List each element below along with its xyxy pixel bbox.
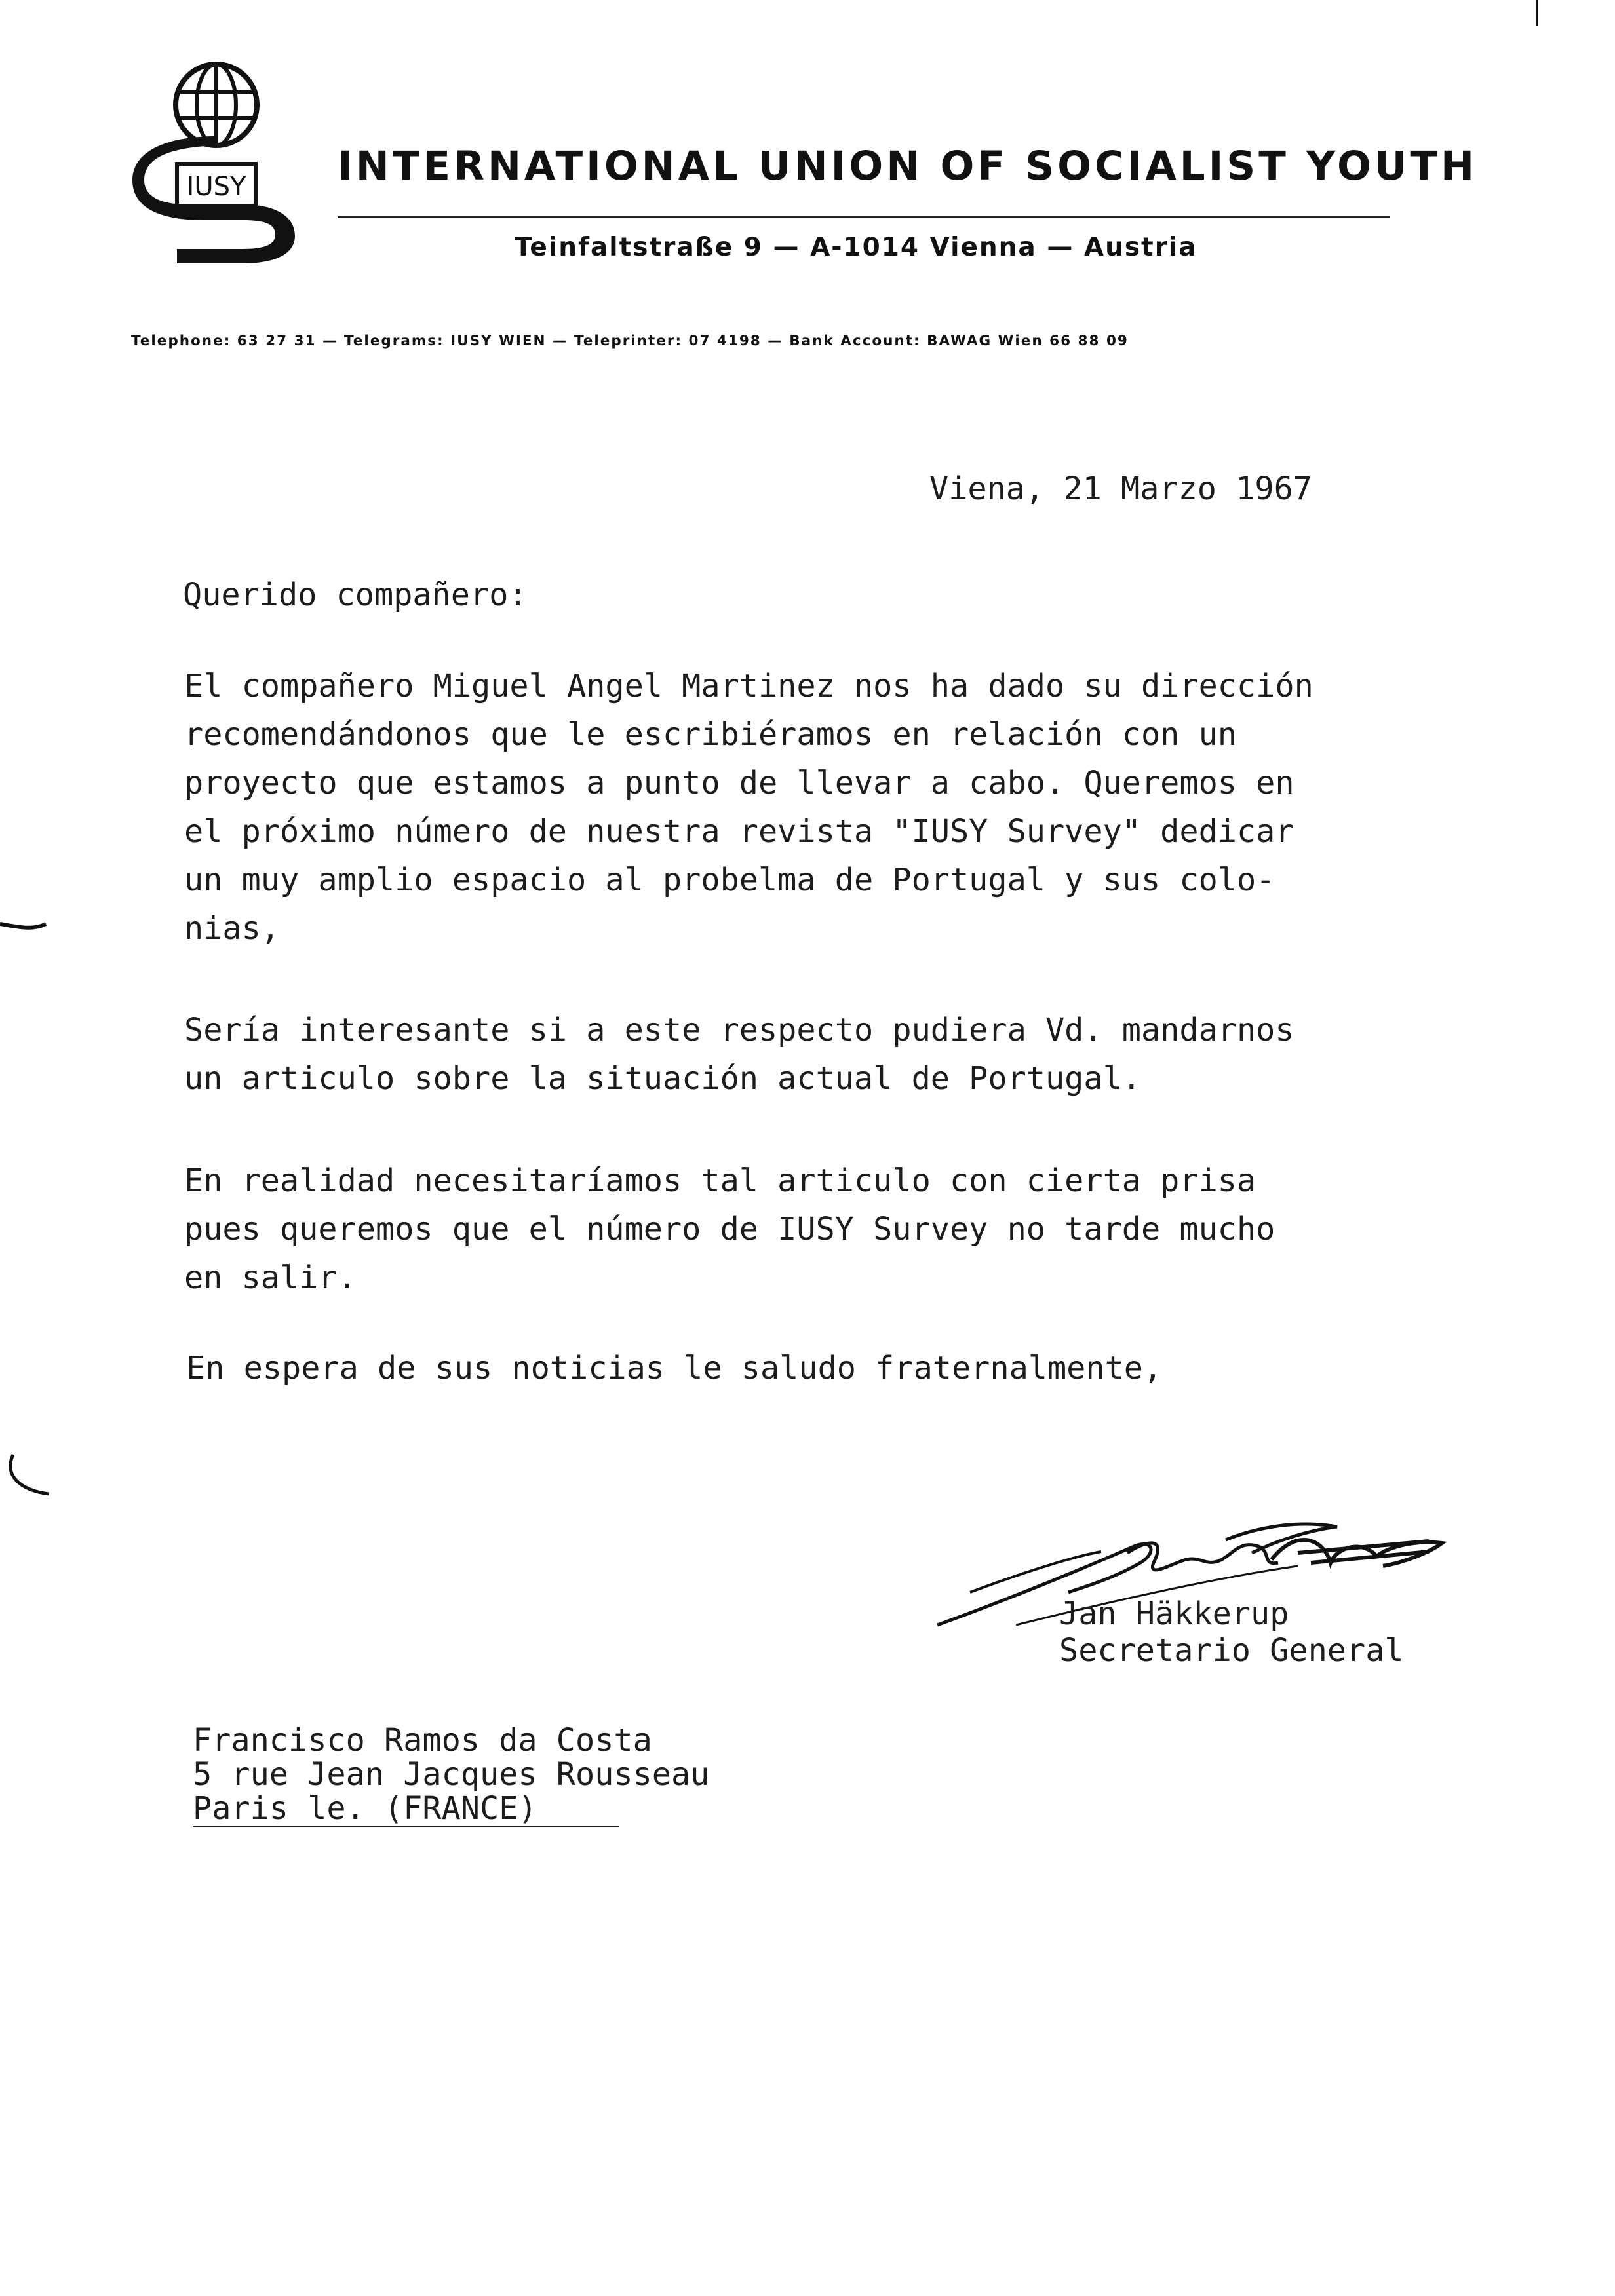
recipient-city: Paris le. (FRANCE) [193,1790,537,1827]
letterhead-rule [338,216,1390,218]
text-line: un articulo sobre la situación actual de Portugal. [184,1060,1141,1097]
organization-name: INTERNATIONAL UNION OF SOCIALIST YOUTH [338,143,1478,189]
text-line: El compañero Miguel Angel Martinez nos ha dado su dirección [184,668,1313,704]
recipient-street: 5 rue Jean Jacques Rousseau [193,1756,710,1793]
text-line: nias, [184,910,280,947]
text-line: recomendándonos que le escribiéramos en relación con un [184,716,1237,753]
closing: En espera de sus noticias le saludo fraternalmente, [186,1350,1163,1387]
edge-mark [1530,0,1544,33]
text-line: En realidad necesitaríamos tal articulo con cierta prisa [184,1162,1256,1199]
punch-mark [0,1448,59,1507]
signer-title: Secretario General [1059,1632,1404,1669]
logo-text: IUSY [186,172,246,202]
iusy-logo [131,59,308,269]
text-line: en salir. [184,1259,357,1296]
text-line: el próximo número de nuestra revista "IUSY Survey" dedicar [184,813,1294,850]
salutation: Querido compañero: [183,577,528,613]
text-line: Sería interesante si a este respecto pudiera Vd. mandarnos [184,1012,1294,1048]
letter-date: Viena, 21 Marzo 1967 [929,470,1312,507]
text-line: pues queremos que el número de IUSY Survey no tarde mucho [184,1211,1275,1248]
recipient-address [193,1723,709,1826]
recipient-underline [193,1826,619,1827]
contact-details: Telephone: 63 27 31 — Telegrams: IUSY WIEN — Teleprinter: 07 4198 — Bank Account: BAWAG Wien 66 88 09 [131,333,1129,349]
signer-name: Jan Häkkerup [1059,1596,1289,1632]
text-line: proyecto que estamos a punto de llevar a cabo. Queremos en [184,765,1294,801]
signer-block [1059,1596,1404,1669]
organization-address: Teinfaltstraße 9 — A-1014 Vienna — Austria [515,233,1197,262]
recipient-name: Francisco Ramos da Costa [193,1722,652,1759]
paragraph-2 [184,1006,1294,1103]
paragraph-3 [184,1157,1275,1302]
punch-mark [0,911,52,950]
text-line: un muy amplio espacio al probelma de Portugal y sus colo- [184,862,1275,898]
paragraph-1 [184,662,1313,953]
